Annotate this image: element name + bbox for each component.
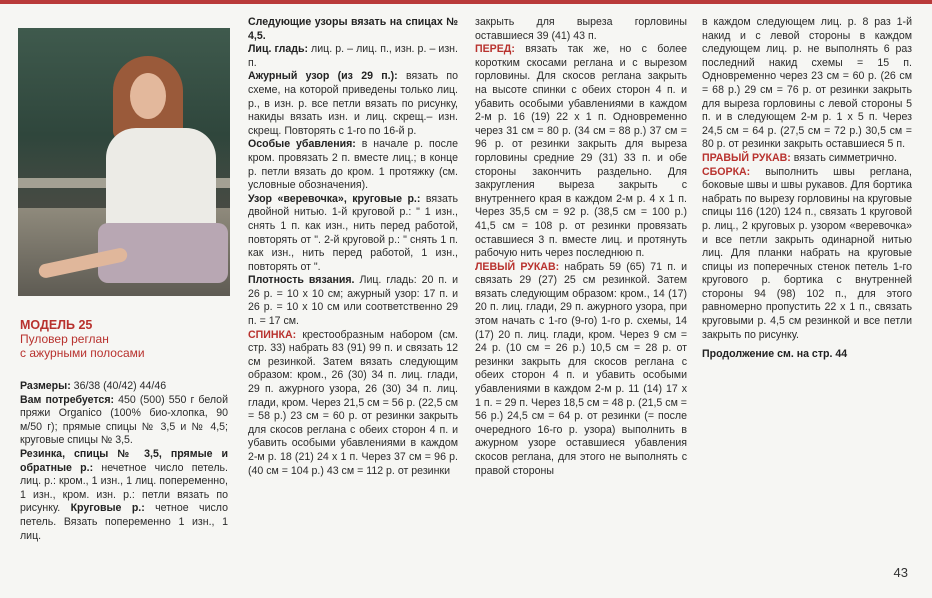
column-3 (475, 16, 687, 478)
materials-paragraph (20, 394, 228, 448)
rope-text: вязать двойной нитью. 1-й круговой р.: " 1 изн., снять 1 п. как изн., нить перед работой, повторять от ". 2-й круговой р.: " снять 1 п. как изн., нить перед работой, 1 изн., повторять от ". (248, 192, 459, 273)
continued-note (702, 348, 912, 362)
sizes-paragraph (20, 380, 228, 394)
rib-label: Резинка, спицы № 3,5, прямые и обратные р.: (20, 447, 228, 474)
back-continued: закрыть для выреза горловины оставшиеся 39 (41) 43 п. (475, 16, 687, 42)
right-sleeve-text: вязать симметрично. (790, 151, 898, 164)
model-title: МОДЕЛЬ 25 (20, 318, 93, 332)
gauge-label: Плотность вязания. (248, 274, 355, 287)
column-4 (702, 16, 912, 362)
gauge-paragraph (248, 274, 458, 328)
stockinette-text: лиц. р. – лиц. п., изн. р. – изн. п. (248, 43, 458, 69)
intro-paragraph (248, 16, 458, 43)
stockinette-label: Лиц. гладь: (248, 43, 308, 56)
model-subtitle-2: с ажурными полосами (20, 346, 145, 360)
photo-face (130, 73, 166, 119)
gauge-text: Лиц. гладь: 20 п. и 26 р. = 10 х 10 см; ажурный узор: 17 п. и 26 р. = 10 х 10 см или соответственно 29 п. = 17 см. (248, 274, 458, 328)
rib-paragraph (20, 448, 228, 543)
front-text: вязать так же, но с более коротким скосами реглана и с вырезом горловины. Для скосов реглана закрыть на высоте спинки с обеих сторон 4 п. и убавить особыми убавлениями в каждом 2-м р. 16 (19) 22 х 1 п. Одновременно через 31 см = 80 р. (34 см = 88 р.) 37 см = 96 р. от резинки закрыть для выреза горловины средние 29 (31) 33 п. и обе стороны закончить раздельно. Для закругления выреза закрыть с внутреннего края в каждом 2-м р. 4 х 1 п. Через 35,5 см = 92 р. (38,5 см = 100 р.) 41,5 см = 108 р. от резинки провязать оставшиеся 3 п. вместе лиц. и протянуть рабочую нить через последнюю п. (475, 43, 687, 260)
sizes-text: 36/38 (40/42) 44/46 (70, 380, 167, 392)
stockinette-paragraph (248, 43, 458, 70)
assembly-text: выполнить швы реглана, боковые швы и швы рукавов. Для бортика набрать по вырезу горловины на круговые спицы 116 (120) 124 п., связать 1 круговой р. лиц., 2 круговых р. узором «веревочка» и все петли закрыть одинарной нитью лиц. Для планки набрать на круговые спицы из поперечных стенок петель 1-го кругового р. бортика с внутренней стороны 94 (98) 102 п., для этого равномерно пропустить 22 х 1 п., связать круговыми р. 4,5 см резинкой и все петли закрыть по рисунку. (702, 165, 912, 341)
top-accent-bar (0, 0, 932, 4)
assembly-paragraph (702, 166, 912, 343)
back-text: крестообразным набором (см. стр. 33) набрать 83 (91) 99 п. и связать 12 см резинкой. Затем вязать следующим образом: кром., 26 (30) 34 п. лиц. глади, 29 п. ажурного узора, 26 (30) 34 п. лиц. глади, кром. Через 21,5 см = 56 р. (22,5 см = 58 р.) 23 см = 60 р. от резинки закрыть для скосов реглана с обеих сторон 4 п. и убавить особыми убавлениями в каждом 2-м р. 18 (21) 24 х 1 п. Через 37 см = 96 р. (40 см = 104 р.) 43 см = 112 р. от резинки (248, 328, 458, 477)
lace-text: вязать по схеме, на которой приведены только лиц. р., в изн. р. все петли вязать по рисунку, накиды вязать изн. и лиц. скрещ.– изн. скрещ. Повторять с 1-го по 16-й р. (248, 70, 458, 137)
sizes-label: Размеры: (20, 380, 71, 392)
round-text: четное число петель. Вязать попеременно 1 изн., 1 лиц. (20, 502, 228, 542)
materials-label: Вам потребуется: (20, 393, 115, 406)
photo-sweater (106, 128, 216, 233)
left-sleeve-text: набрать 59 (65) 71 п. и связать 29 (27) 25 см резинкой. Затем вязать следующим образом: кром., 14 (17) 20 п. лиц. глади, 29 п. ажурного узора, при этом начать с 1-го (9-го) 1-го р. схемы, 14 (17) 20 п. лиц. глади, кром. Через 9 см = 24 р. (10 см = 26 р.) 10,5 см = 28 р. от резинки закрыть для скосов реглана с обеих сторон 4 п. и убавить особыми убавлениями в каждом 2-м р. 11 (14) 17 х 1 п. = 29 п. Через 18,5 см = 48 р. (21,5 см = 56 р.) 24,5 см = 64 р. от резинки (= после очередного 16-го р. узора) выполнить в ажурном узоре оставшиеся убавления скосов реглана, для этого не выполнять с правой стороны (475, 260, 687, 477)
intro-text: Следующие узоры вязать на спицах № 4,5. (248, 16, 458, 42)
front-label: ПЕРЕД: (475, 43, 515, 56)
back-label: СПИНКА: (248, 328, 297, 341)
front-paragraph (475, 43, 687, 261)
left-sleeve-paragraph (475, 261, 687, 479)
lace-paragraph (248, 70, 458, 138)
lace-label: Ажурный узор (из 29 п.): (248, 70, 398, 83)
round-label: Круговые р.: (70, 502, 145, 515)
right-sleeve-label: ПРАВЫЙ РУКАВ: (702, 151, 791, 164)
left-sleeve-label: ЛЕВЫЙ РУКАВ: (475, 260, 560, 273)
rope-paragraph (248, 193, 458, 275)
materials-text: 450 (500) 550 г белой пряжи Organico (100% био-хлопка, 90 м/50 г); прямые спицы № 3,5 и № 4,5; круговые спицы № 3,5. (20, 393, 228, 447)
column-1 (20, 380, 228, 543)
model-photo (18, 28, 230, 296)
decrease-label: Особые убавления: (248, 138, 356, 151)
sleeve-continued: в каждом следующем лиц. р. 8 раз 1-й накид и с левой стороны в каждом следующем лиц. р. не выполнять 6 раз последний накид схемы = 15 п. Одновременно через 23 см = 60 р. (26 см = 68 р.) 29 см = 76 р. от резинки закрыть для выреза горловины с левой стороны 5 п. и в следующем 2-м р. 1 х 5 п. Через 24,5 см = 64 р. (27,5 см = 72 р.) 30,5 см = 80 р. от резинки закрыть оставшиеся 5 п. (702, 16, 912, 151)
decrease-text: в начале р. после кром. провязать 2 п. вместе лиц.; в конце р. петли вязать до кром. 1 протяжку (см. условные обозначения). (248, 138, 458, 192)
model-caption (20, 318, 225, 360)
page-number: 43 (893, 565, 908, 580)
column-2 (248, 16, 458, 478)
model-subtitle-1: Пуловер реглан (20, 332, 109, 346)
assembly-label: СБОРКА: (702, 165, 751, 178)
rib-text: нечетное число петель. лиц. р.: кром., 1 изн., 1 лиц. попеременно, 1 изн., кром. изн. р.: петли вязать по рисунку. (20, 461, 228, 515)
back-paragraph (248, 329, 458, 479)
continued-link[interactable]: Продолжение см. на стр. 44 (702, 348, 848, 361)
right-sleeve-paragraph (702, 152, 912, 166)
decrease-paragraph (248, 138, 458, 192)
rope-label: Узор «веревочка», круговые р.: (248, 192, 421, 205)
